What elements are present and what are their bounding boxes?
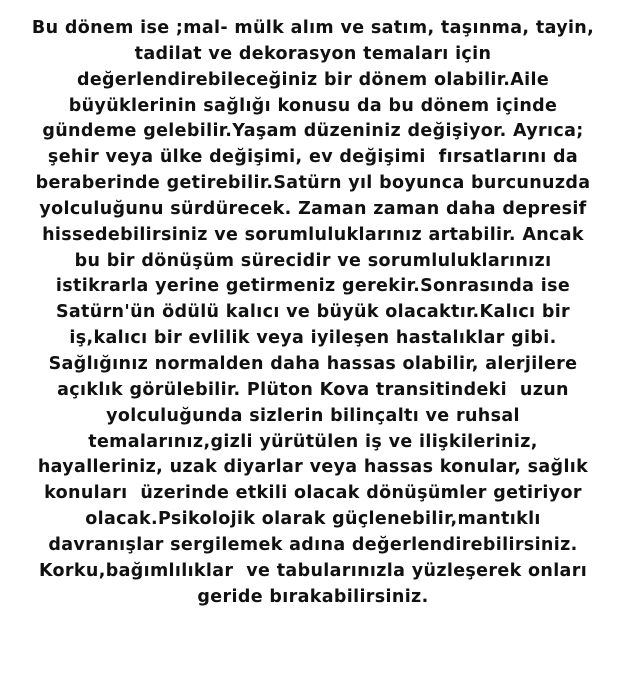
text-line: Sağlığınız normalden daha hassas olabilir, alerjilere <box>48 353 578 374</box>
text-line: gündeme gelebilir.Yaşam düzeniniz değişiyor. Ayrıca; <box>42 121 584 142</box>
text-line: olacak.Psikolojik olarak güçlenebilir,mantıklı <box>85 509 541 530</box>
text-line: davranışlar sergilemek adına değerlendirebilirsiniz. <box>48 534 578 555</box>
text-line: istikrarla yerine getirmeniz gerekir.Sonrasında ise <box>55 276 571 297</box>
text-line: Satürn'ün ödülü kalıcı ve büyük olacaktır.Kalıcı bir <box>55 302 571 323</box>
text-line: yolculuğunu sürdürecek. Zaman zaman daha depresif <box>39 198 587 219</box>
text-line: konuları üzerinde etkili olacak dönüşümler getiriyor <box>44 483 582 504</box>
text-line: yolculuğunda sizlerin bilinçaltı ve ruhsal <box>106 405 520 426</box>
text-line: büyüklerinin sağlığı konusu da bu dönem içinde <box>68 95 558 116</box>
text-line: hayalleriniz, uzak diyarlar veya hassas konular, sağlık <box>37 457 589 478</box>
text-line: Korku,bağımlılıklar ve tabularınızla yüzleşerek onları <box>38 560 588 581</box>
horoscope-text-block <box>0 16 626 610</box>
text-line: geride bırakabilirsiniz. <box>197 586 429 607</box>
text-line: değerlendirebileceğiniz bir dönem olabilir.Aile <box>76 69 550 90</box>
text-line: açıklık görülebilir. Plüton Kova transitindeki uzun <box>57 379 569 400</box>
text-line: iş,kalıcı bir evlilik veya iyileşen hastalıklar gibi. <box>69 328 557 349</box>
text-line: temalarınız,gizli yürütülen iş ve ilişkileriniz, <box>88 431 538 452</box>
text-line: şehir veya ülke değişimi, ev değişimi fırsatlarını da <box>47 147 579 168</box>
text-line: bu bir dönüşüm sürecidir ve sorumluluklarınızı <box>74 250 552 271</box>
text-line: Bu dönem ise ;mal- mülk alım ve satım, taşınma, tayin, <box>31 18 595 38</box>
text-line: beraberinde getirebilir.Satürn yıl boyunca burcunuzda <box>35 173 591 194</box>
text-line: hissedebilirsiniz ve sorumluluklarınız artabilir. Ancak <box>42 224 584 245</box>
text-line: tadilat ve dekorasyon temaları için <box>134 43 492 64</box>
